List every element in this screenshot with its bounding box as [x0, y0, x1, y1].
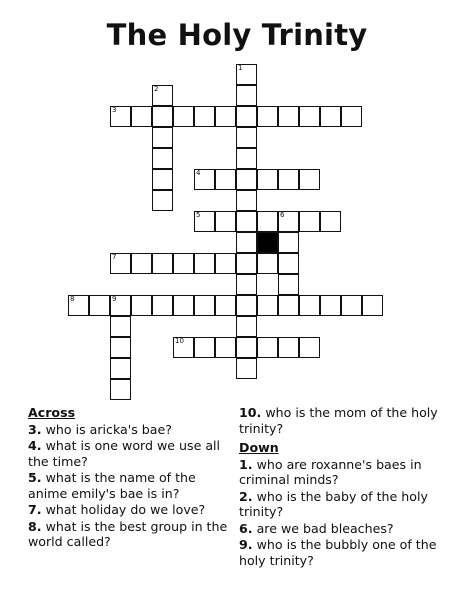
grid-cell[interactable]: [152, 169, 173, 190]
grid-cell[interactable]: [278, 232, 299, 253]
grid-cell[interactable]: [236, 337, 257, 358]
grid-cell[interactable]: [131, 106, 152, 127]
grid-cell[interactable]: [257, 169, 278, 190]
grid-cell[interactable]: [89, 295, 110, 316]
grid-cell[interactable]: [152, 148, 173, 169]
cell-number: 4: [196, 169, 201, 177]
cell-number: 9: [112, 295, 117, 303]
grid-cell[interactable]: [131, 295, 152, 316]
grid-cell[interactable]: [215, 211, 236, 232]
grid-cell[interactable]: [215, 337, 236, 358]
grid-cell[interactable]: [194, 337, 215, 358]
grid-cell[interactable]: [278, 337, 299, 358]
cell-number: 3: [112, 106, 117, 114]
grid-cell[interactable]: [236, 232, 257, 253]
clues-column-left: [28, 405, 228, 551]
grid-cell[interactable]: [236, 253, 257, 274]
grid-cell[interactable]: [236, 85, 257, 106]
grid-cell[interactable]: [173, 106, 194, 127]
grid-cell[interactable]: [257, 106, 278, 127]
cell-number: 2: [154, 85, 159, 93]
grid-cell[interactable]: [299, 106, 320, 127]
grid-cell[interactable]: [131, 253, 152, 274]
grid-cell[interactable]: [320, 106, 341, 127]
grid-cell[interactable]: [278, 106, 299, 127]
grid-cell[interactable]: [257, 295, 278, 316]
cell-number: 5: [196, 211, 201, 219]
grid-cell[interactable]: [110, 316, 131, 337]
grid-cell[interactable]: [257, 253, 278, 274]
grid-cell[interactable]: [236, 169, 257, 190]
clue-across-10: 10. who is the mom of the holy trinity?: [239, 405, 438, 436]
grid-cell[interactable]: [194, 253, 215, 274]
grid-cell[interactable]: [341, 295, 362, 316]
clue-across-5: 5. what is the name of the anime emily's bae is in?: [28, 470, 196, 501]
clue-across-7: 7. what holiday do we love?: [28, 502, 206, 517]
grid-cell[interactable]: [173, 253, 194, 274]
grid-cell[interactable]: [194, 106, 215, 127]
grid-cell[interactable]: [68, 295, 89, 316]
grid-cell[interactable]: [257, 337, 278, 358]
cell-number: 8: [70, 295, 75, 303]
clue-down-1: 1. who are roxanne's baes in criminal minds?: [239, 456, 422, 487]
grid-cell[interactable]: [152, 106, 173, 127]
cell-number: 7: [112, 253, 117, 261]
grid-cell[interactable]: [278, 295, 299, 316]
across-heading: Across: [28, 405, 76, 420]
grid-cell[interactable]: [173, 337, 194, 358]
grid-cell[interactable]: [110, 295, 131, 316]
grid-cell[interactable]: [110, 106, 131, 127]
clue-down-9: 9. who is the bubbly one of the holy trinity?: [239, 537, 437, 568]
grid-cell[interactable]: [152, 190, 173, 211]
grid-cell[interactable]: [278, 253, 299, 274]
grid-cell[interactable]: [278, 169, 299, 190]
grid-cell[interactable]: [299, 169, 320, 190]
grid-cell[interactable]: [299, 337, 320, 358]
grid-cell[interactable]: [236, 64, 257, 85]
grid-cell[interactable]: [278, 274, 299, 295]
grid-cell[interactable]: [110, 253, 131, 274]
grid-cell[interactable]: [320, 211, 341, 232]
clues-column-right: [239, 405, 444, 569]
grid-cell[interactable]: [194, 295, 215, 316]
grid-cell[interactable]: [215, 106, 236, 127]
grid-cell[interactable]: [278, 211, 299, 232]
cell-number: 1: [238, 64, 243, 72]
grid-cell[interactable]: [215, 169, 236, 190]
grid-cell[interactable]: [320, 295, 341, 316]
grid-cell[interactable]: [236, 190, 257, 211]
grid-cell[interactable]: [152, 85, 173, 106]
grid-cell[interactable]: [236, 358, 257, 379]
grid-cell[interactable]: [110, 358, 131, 379]
clue-down-2: 2. who is the baby of the holy trinity?: [239, 488, 428, 519]
grid-cell[interactable]: [173, 295, 194, 316]
grid-cell[interactable]: [215, 295, 236, 316]
grid-cell[interactable]: [341, 106, 362, 127]
grid-cell[interactable]: [110, 337, 131, 358]
grid-cell[interactable]: [152, 295, 173, 316]
cell-number: 6: [280, 211, 285, 219]
grid-cell[interactable]: [299, 211, 320, 232]
grid-cell[interactable]: [236, 211, 257, 232]
grid-cell[interactable]: [110, 379, 131, 400]
black-square: [257, 232, 278, 253]
grid-cell[interactable]: [194, 211, 215, 232]
grid-cell[interactable]: [236, 295, 257, 316]
grid-cell[interactable]: [152, 127, 173, 148]
grid-cell[interactable]: [236, 316, 257, 337]
grid-cell[interactable]: [236, 106, 257, 127]
grid-cell[interactable]: [362, 295, 383, 316]
clue-across-3: 3. who is aricka's bae?: [28, 421, 172, 437]
down-heading: Down: [239, 440, 279, 455]
grid-cell[interactable]: [299, 295, 320, 316]
clue-down-6: 6. are we bad bleaches?: [239, 520, 394, 536]
grid-cell[interactable]: [236, 274, 257, 295]
cell-number: 10: [175, 337, 184, 345]
grid-cell[interactable]: [152, 253, 173, 274]
grid-cell[interactable]: [194, 169, 215, 190]
grid-cell[interactable]: [257, 211, 278, 232]
puzzle-title: The Holy Trinity: [106, 18, 368, 52]
grid-cell[interactable]: [215, 253, 236, 274]
grid-cell[interactable]: [236, 127, 257, 148]
clue-across-4: 4. what is one word we use all the time?: [28, 438, 221, 469]
grid-cell[interactable]: [236, 148, 257, 169]
clue-across-8: 8. what is the best group in the world called?: [28, 518, 228, 549]
